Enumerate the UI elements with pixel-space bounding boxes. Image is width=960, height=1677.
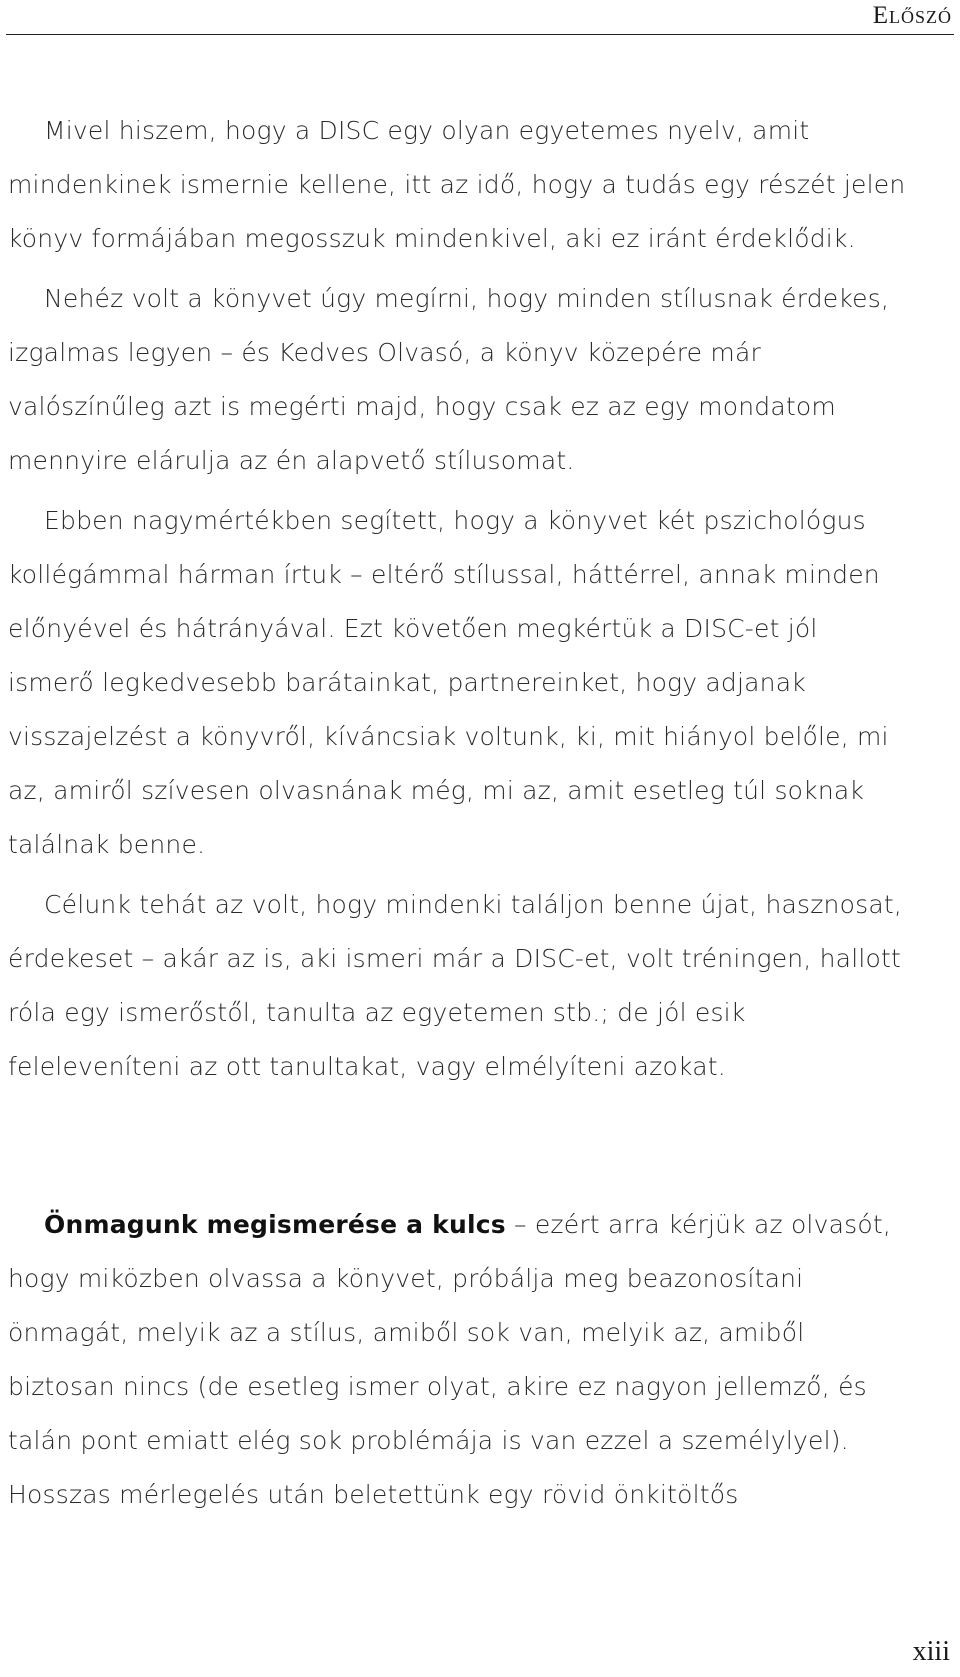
paragraph-2-text: Nehéz volt a könyvet úgy megírni, hogy minden stílusnak érdekes, izgalmas legyen – és Kedves Olvasó, a könyv közepére már valószínűleg azt is megérti majd, hogy csak ez az egy mondatom mennyire elárulja az én alapvető stílusomat. (8, 284, 890, 475)
page-number: xiii (912, 1636, 950, 1667)
paragraph-5-lead: Önmagunk megismerése a kulcs (44, 1210, 506, 1239)
paragraph-2 (8, 272, 908, 488)
paragraph-5 (8, 1198, 908, 1522)
paragraph-3-text: Ebben nagymértékben segített, hogy a könyvet két pszichológus kollégámmal hárman írtuk – eltérő stílussal, háttérrel, annak minden előnyével és hátrányával. Ezt követően megkértük a DISC-et jól ismerő legkedvesebb barátainkat, partnereinket, hogy adjanak visszajelzést a könyvről, kíváncsiak voltunk, ki, mit hiányol belőle, mi az, amiről szívesen olvasnának még, mi az, amit esetleg túl soknak találnak benne. (8, 506, 889, 859)
paragraph-4-text: Célunk tehát az volt, hogy mindenki találjon benne újat, hasznosat, érdekeset – akár az is, aki ismeri már a DISC-et, volt tréningen, hallott róla egy ismerőstől, tanulta az egyetemen stb.; de jól esik feleleveníteni az ott tanultakat, vagy elmélyíteni azokat. (8, 890, 902, 1081)
header-rule (6, 34, 954, 35)
paragraph-4 (8, 878, 908, 1094)
chapter-title: Előszó (872, 2, 952, 29)
paragraph-5-text: – ezért arra kérjük az olvasót, hogy miközben olvassa a könyvet, próbálja meg beazonosítani önmagát, melyik az a stílus, amiből sok van, melyik az, amiből biztosan nincs (de esetleg ismer olyat, akire ez nagyon jellemző, és talán pont emiatt elég sok problémája is van ezzel a személylyel). Hosszas mérlegelés után beletettünk egy rövid önkitöltős (8, 1210, 891, 1509)
paragraph-1 (8, 104, 908, 266)
running-head (0, 0, 960, 38)
body-text (8, 104, 908, 1522)
paragraph-3 (8, 494, 908, 872)
paragraph-1-text: Mivel hiszem, hogy a DISC egy olyan egyetemes nyelv, amit mindenkinek ismernie kellene, itt az idő, hogy a tudás egy részét jelen könyv formájában megosszuk mindenkivel, aki ez iránt érdeklődik. (8, 116, 906, 253)
